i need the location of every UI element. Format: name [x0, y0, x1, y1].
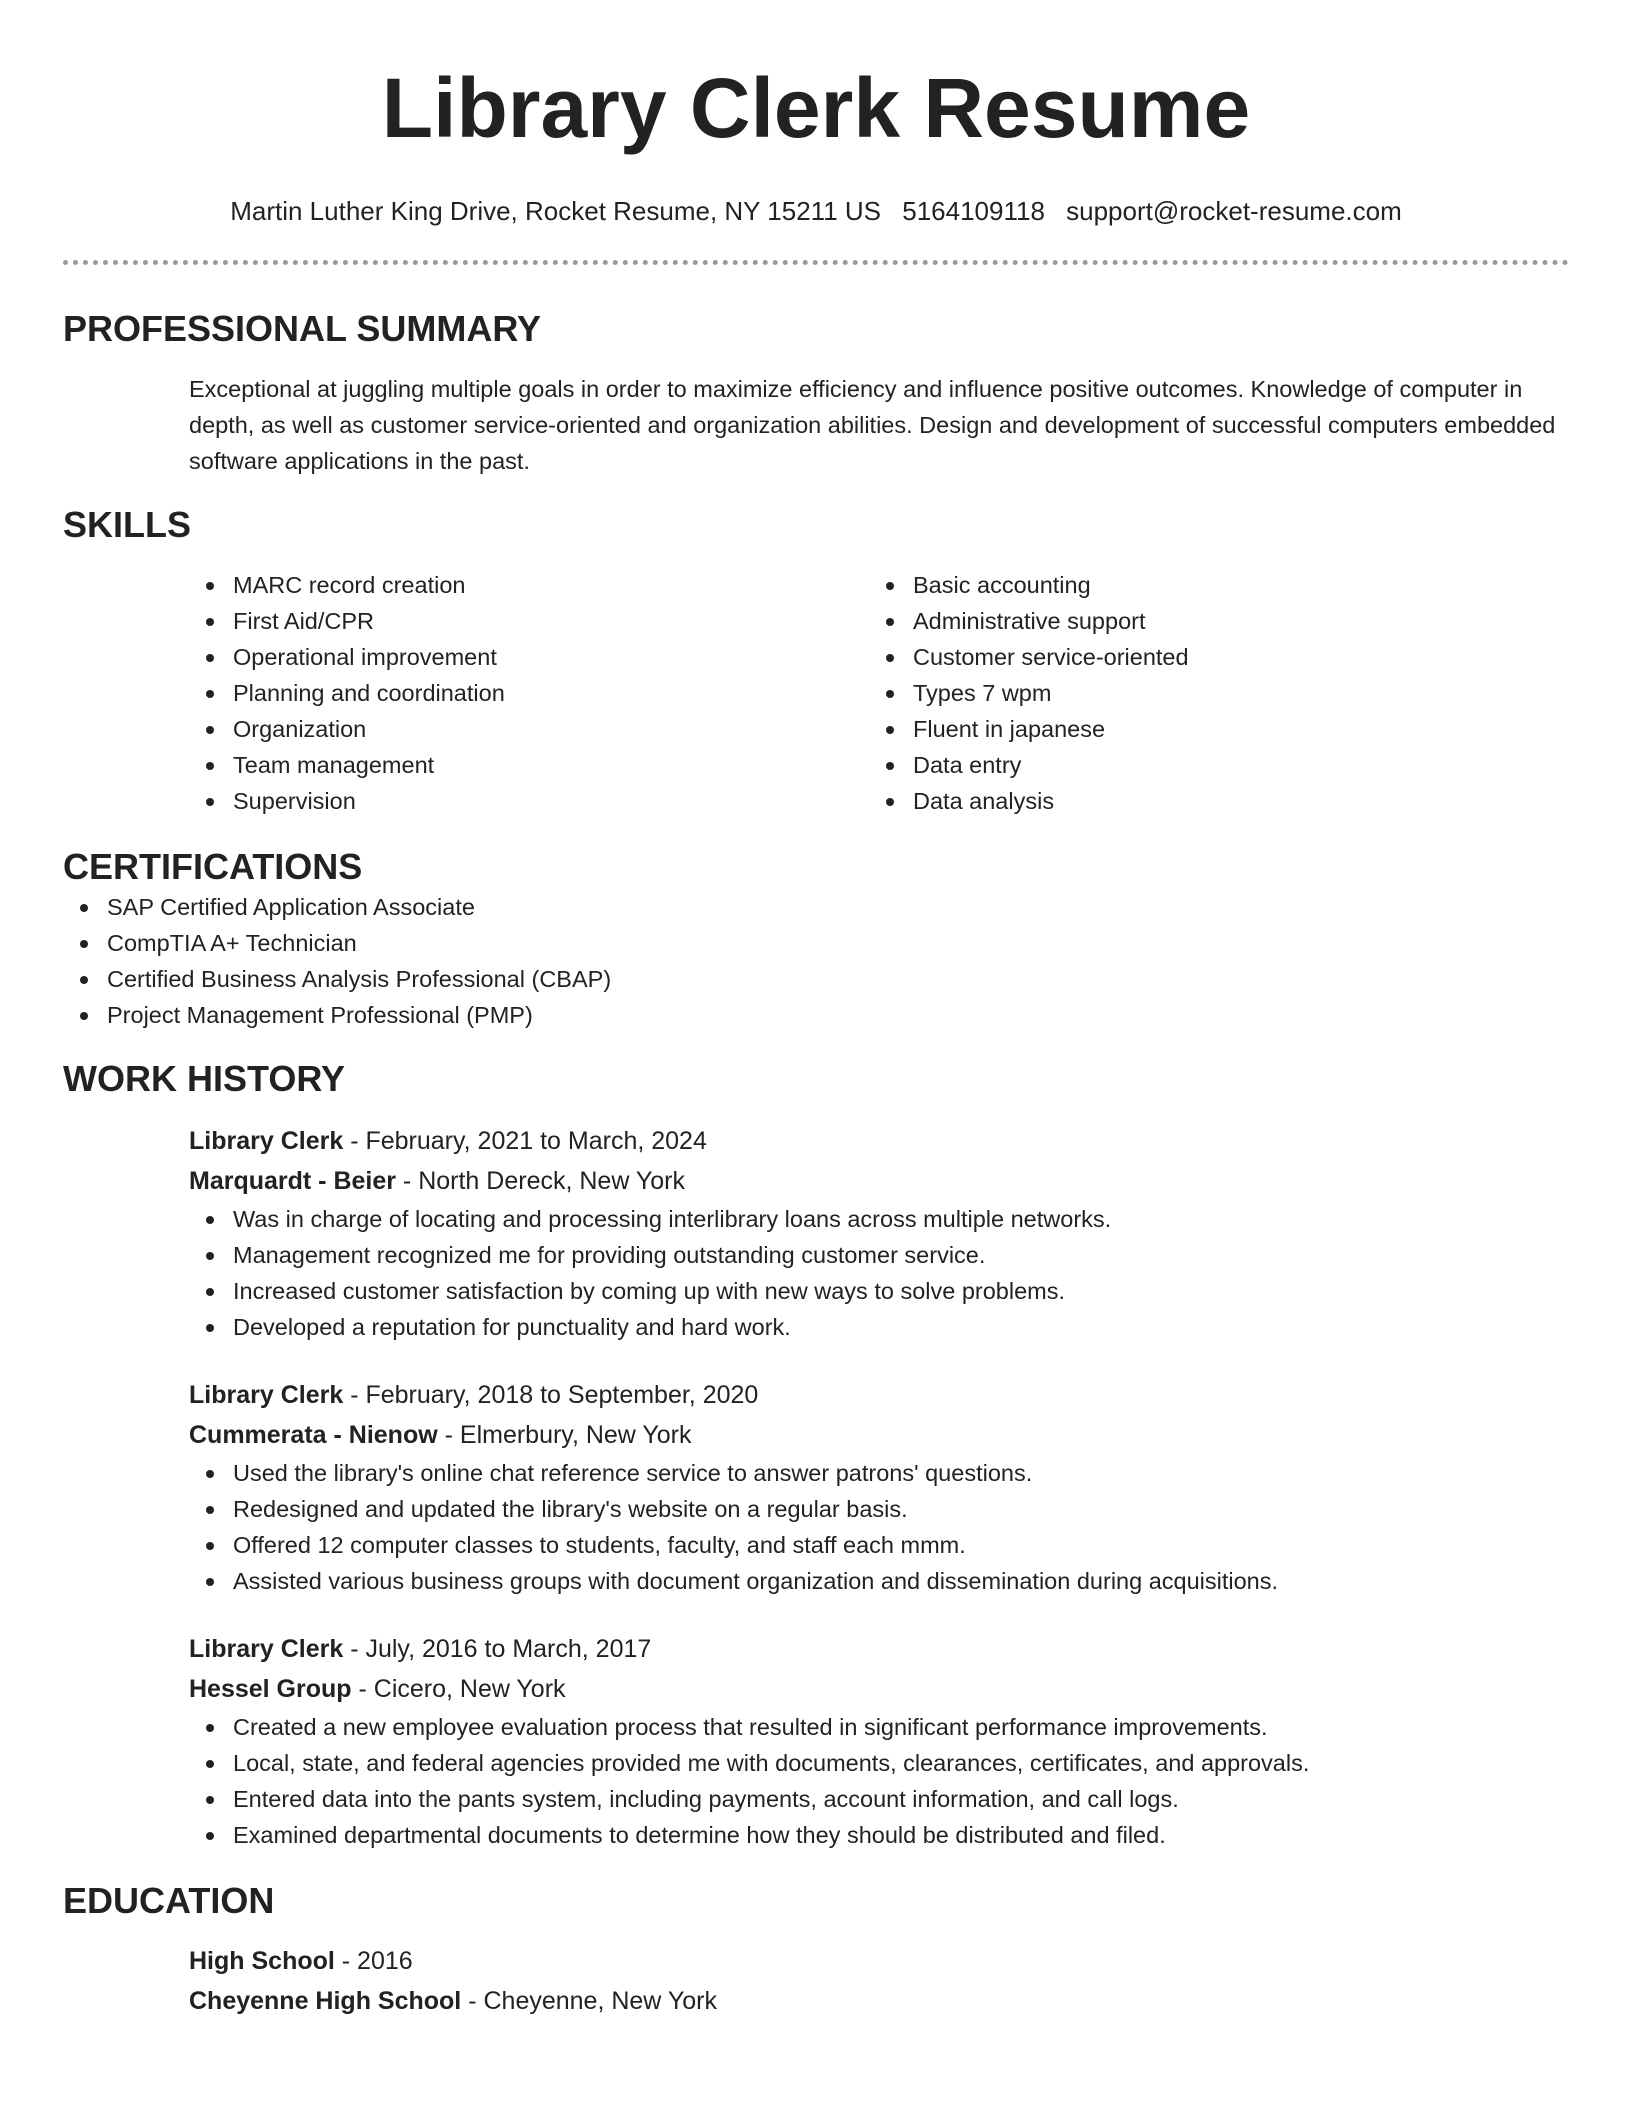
job-bullet: Assisted various business groups with document organization and dissemination during acquisitions. — [189, 1563, 1569, 1599]
job-bullet: Redesigned and updated the library's website on a regular basis. — [189, 1491, 1569, 1527]
job-bullets — [189, 1455, 1569, 1599]
job-bullet: Was in charge of locating and processing interlibrary loans across multiple networks. — [189, 1201, 1569, 1237]
job-company: Hessel Group — [189, 1675, 352, 1703]
job-company-line — [189, 1161, 1569, 1201]
job-title-line — [189, 1375, 1569, 1415]
skill-item: Fluent in japanese — [869, 711, 1549, 747]
job-dates: - February, 2021 to March, 2024 — [343, 1127, 707, 1155]
job-bullet: Created a new employee evaluation process that resulted in significant performance improvements. — [189, 1709, 1569, 1745]
education-degree: High School — [189, 1947, 335, 1975]
education-school-line — [189, 1981, 1569, 2021]
job-location: - Elmerbury, New York — [437, 1421, 692, 1449]
education-school: Cheyenne High School — [189, 1987, 462, 2015]
summary-text: Exceptional at juggling multiple goals in order to maximize efficiency and influence positive outcomes. Knowledge of computer in depth, as well as customer service-oriented and organization abilities. Design and development of successful computers embedded software applications in the past. — [189, 376, 1556, 474]
education-entry — [189, 1941, 1569, 2021]
skills-list-left — [189, 567, 869, 819]
job-bullet: Used the library's online chat reference service to answer patrons' questions. — [189, 1455, 1569, 1491]
skill-item: Team management — [189, 747, 869, 783]
education-year: - 2016 — [334, 1947, 413, 1975]
job-dates: - February, 2018 to September, 2020 — [343, 1381, 759, 1409]
job-bullet: Entered data into the pants system, including payments, account information, and call logs. — [189, 1781, 1569, 1817]
skill-item: Operational improvement — [189, 639, 869, 675]
job-company-line — [189, 1669, 1569, 1709]
summary-heading: PROFESSIONAL SUMMARY — [63, 308, 542, 349]
job-title: Library Clerk — [189, 1381, 344, 1409]
work-history-heading: WORK HISTORY — [63, 1058, 346, 1099]
job-bullets — [189, 1709, 1569, 1853]
skill-item: Data entry — [869, 747, 1549, 783]
job-title: Library Clerk — [189, 1127, 344, 1155]
resume-title: Library Clerk Resume — [381, 61, 1251, 155]
job-company: Marquardt - Beier — [189, 1167, 396, 1195]
skills-grid — [189, 567, 1569, 819]
job-entry — [189, 1121, 1569, 1345]
skill-item: MARC record creation — [189, 567, 869, 603]
skills-list-right — [869, 567, 1549, 819]
header-divider — [63, 260, 1569, 265]
skill-item: Administrative support — [869, 603, 1549, 639]
certification-item: CompTIA A+ Technician — [63, 925, 1569, 961]
job-bullet: Developed a reputation for punctuality and hard work. — [189, 1309, 1569, 1345]
skills-column-left — [189, 567, 869, 819]
job-bullets — [189, 1201, 1569, 1345]
education-location: - Cheyenne, New York — [461, 1987, 717, 2015]
job-title: Library Clerk — [189, 1635, 344, 1663]
certifications-list — [63, 889, 1569, 1033]
contact-line — [63, 196, 1569, 226]
skill-item: Supervision — [189, 783, 869, 819]
job-location: - Cicero, New York — [351, 1675, 566, 1703]
contact-address: Martin Luther King Drive, Rocket Resume, NY 15211 US — [230, 196, 881, 226]
job-bullet: Examined departmental documents to determine how they should be distributed and filed. — [189, 1817, 1569, 1853]
skill-item: Types 7 wpm — [869, 675, 1549, 711]
job-title-line — [189, 1629, 1569, 1669]
job-bullet: Increased customer satisfaction by coming up with new ways to solve problems. — [189, 1273, 1569, 1309]
job-company: Cummerata - Nienow — [189, 1421, 438, 1449]
job-entry — [189, 1375, 1569, 1599]
skill-item: Customer service-oriented — [869, 639, 1549, 675]
skills-column-right — [869, 567, 1549, 819]
job-title-line — [189, 1121, 1569, 1161]
contact-phone: 5164109118 — [902, 196, 1045, 226]
education-heading: EDUCATION — [63, 1880, 275, 1921]
contact-email: support@rocket-resume.com — [1066, 196, 1402, 226]
skill-item: Organization — [189, 711, 869, 747]
certification-item: Project Management Professional (PMP) — [63, 997, 1569, 1033]
job-company-line — [189, 1415, 1569, 1455]
skill-item: Basic accounting — [869, 567, 1549, 603]
certification-item: Certified Business Analysis Professional (CBAP) — [63, 961, 1569, 997]
job-bullet: Offered 12 computer classes to students, faculty, and staff each mmm. — [189, 1527, 1569, 1563]
job-entry — [189, 1629, 1569, 1853]
skills-heading: SKILLS — [63, 504, 192, 545]
skill-item: Data analysis — [869, 783, 1549, 819]
certification-item: SAP Certified Application Associate — [63, 889, 1569, 925]
job-bullet: Local, state, and federal agencies provided me with documents, clearances, certificates, and approvals. — [189, 1745, 1569, 1781]
certifications-heading: CERTIFICATIONS — [63, 846, 363, 887]
job-dates: - July, 2016 to March, 2017 — [343, 1635, 652, 1663]
education-degree-line — [189, 1941, 1569, 1981]
skill-item: Planning and coordination — [189, 675, 869, 711]
skill-item: First Aid/CPR — [189, 603, 869, 639]
job-bullet: Management recognized me for providing outstanding customer service. — [189, 1237, 1569, 1273]
job-location: - North Dereck, New York — [395, 1167, 685, 1195]
